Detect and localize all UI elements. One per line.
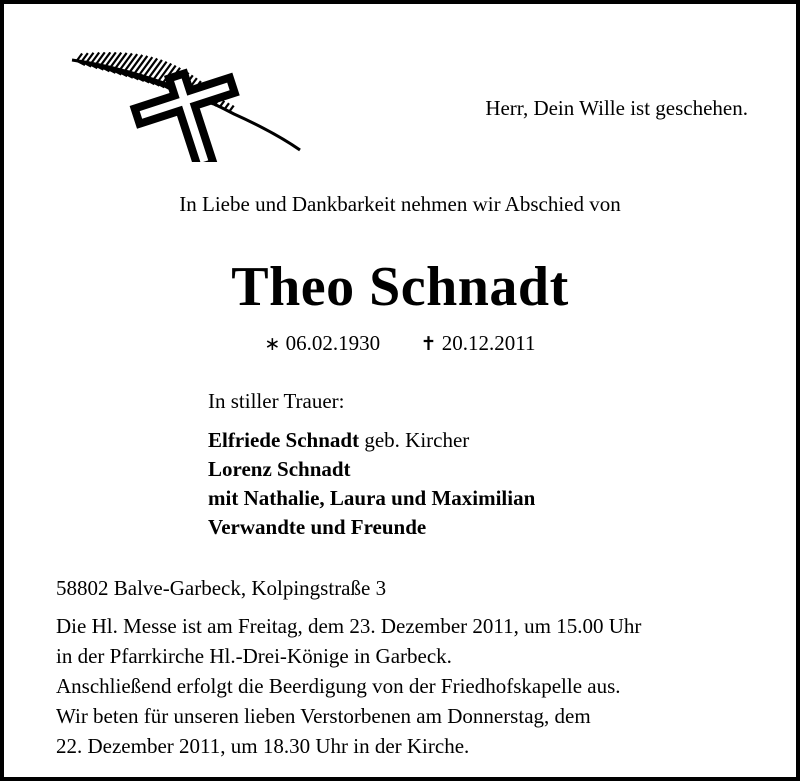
death-cross-icon: ✝ (420, 333, 437, 355)
family-member (208, 517, 426, 538)
death-date: 20.12.2011 (441, 331, 536, 355)
intro-line: In Liebe und Dankbarkeit nehmen wir Abschied von (179, 192, 621, 216)
service-line: Wir beten für unseren lieben Verstorbenen am Donnerstag, dem (56, 704, 591, 728)
service-line: 22. Dezember 2011, um 18.30 Uhr in der Kirche. (56, 734, 470, 758)
cross-with-palm-frond-icon (64, 52, 314, 162)
family-member-name: Verwandte und Freunde (208, 515, 427, 539)
service-line: Die Hl. Messe ist am Freitag, dem 23. Dezember 2011, um 15.00 Uhr (56, 614, 642, 638)
service-line: in der Pfarrkirche Hl.-Drei-Könige in Garbeck. (56, 644, 452, 668)
family-member (208, 430, 469, 451)
family-member (208, 488, 535, 509)
birth-star-icon: ∗ (264, 333, 281, 355)
birth-date: 06.02.1930 (285, 331, 381, 355)
motto: Herr, Dein Wille ist geschehen. (485, 96, 748, 120)
family-member-name: mit Nathalie, Laura und Maximilian (208, 486, 536, 510)
life-dates (4, 333, 796, 354)
mourning-label: In stiller Trauer: (208, 389, 345, 413)
family-member (208, 459, 351, 480)
family-member-name: Elfriede Schnadt (208, 428, 360, 452)
deceased-name: Theo Schnadt (231, 256, 569, 318)
family-member-suffix: geb. Kircher (359, 428, 470, 452)
address: 58802 Balve-Garbeck, Kolpingstraße 3 (56, 576, 387, 600)
service-line: Anschließend erfolgt die Beerdigung von der Friedhofskapelle aus. (56, 674, 621, 698)
family-member-name: Lorenz Schnadt (208, 457, 351, 481)
